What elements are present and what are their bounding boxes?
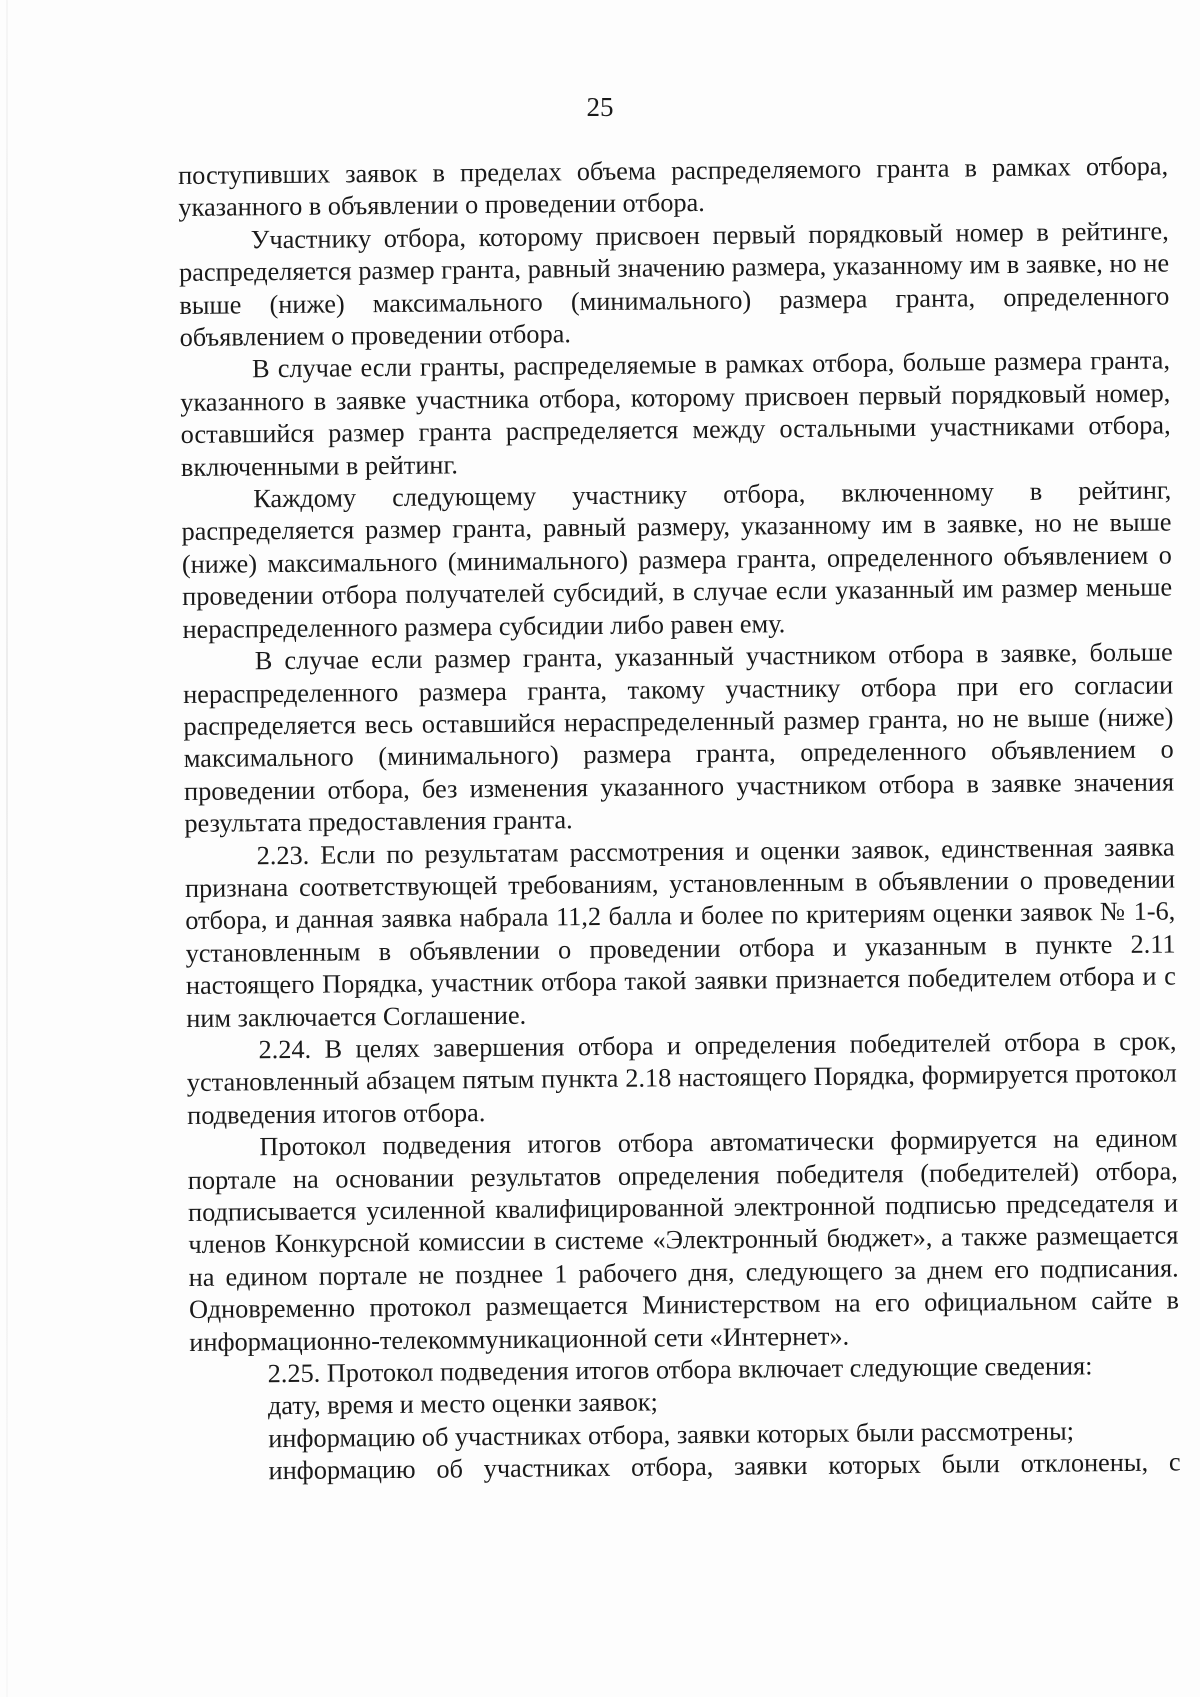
list-item: информацию об участниках отбора, заявки которых были рассмотрены; (268, 1416, 1075, 1454)
list-item: дату, время и место оценки заявок; (267, 1387, 658, 1421)
clause-2-24: 2.24. В целях завершения отбора и определения победителей отбора в срок, установленный абзацем пятым пункта 2.18 настоящего Порядка, формируется протокол подведения итогов отбора. (186, 1026, 1177, 1130)
paragraph: Участнику отбора, которому присвоен первый порядковый номер в рейтинге, распределяется размер гранта, равный значению размера, указанному им в заявке, но не выше (ниже) максимального (минимального) размера гранта, определенного объявлением о проведении отбора. (178, 216, 1170, 353)
list-item: информацию об участниках отбора, заявки которых были отклонены, с (268, 1447, 1181, 1486)
page-number: 25 (586, 92, 614, 122)
paragraph-continuation: поступивших заявок в пределах объема распределяемого гранта в рамках отбора, указанного в объявлении о проведении отбора. (178, 151, 1169, 223)
clause-2-25: 2.25. Протокол подведения итогов отбора включает следующие сведения: (267, 1351, 1093, 1389)
paragraph: В случае если гранты, распределяемые в рамках отбора, больше размера гранта, указанного в заявке участника отбора, которому присвоен первый порядковый номер, оставшийся размер гранта распределяется между остальными участниками отбора, включенными в рейтинг. (180, 345, 1171, 482)
paragraph: Каждому следующему участнику отбора, включенному в рейтинг, распределяется размер гранта, равный размеру, указанному им в заявке, но не выше (ниже) максимального (минимального) размера гранта, определенного объявлением о проведении отбора получателей субсидий, в случае если указанный им размер меньше нераспределенного размера субсидии либо равен ему. (181, 475, 1173, 644)
paragraph: В случае если размер гранта, указанный участником отбора в заявке, больше нераспределенного размера гранта, такому участнику отбора при его согласии распределяется весь оставшийся нераспределенный размер гранта, но не выше (ниже) максимального (минимального) размера гранта, определенного объявлением о проведении отбора, без изменения указанного участником отбора в заявке значения результата предоставления гранта. (182, 637, 1175, 839)
paragraph: Протокол подведения итогов отбора автоматически формируется на едином портале на основании результатов определения победителя (победителей) отбора, подписывается усиленной квалифицированной электронной подписью председателя и членов Конкурсной комиссии в системе «Электронный бюджет», а также размещается на едином портале не позднее 1 рабочего дня, следующего за днем его подписания. Одновременно протокол размещается Министерством на его официальном сайте в информационно-телекоммуникационной сети «Интернет». (187, 1123, 1180, 1357)
clause-2-23: 2.23. Если по результатам рассмотрения и оценки заявок, единственная заявка признана соответствующей требованиям, установленным в объявлении о проведении отбора, и данная заявка набрала 11,2 балла и более по критериям оценки заявок № 1-6, установленным в объявлении о проведении отбора и указанным в пункте 2.11 настоящего Порядка, участник отбора такой заявки признается победителем отбора и с ним заключается Соглашение. (184, 831, 1177, 1033)
scan-edge-artifact (6, 0, 8, 1697)
document-body (178, 150, 1181, 1488)
